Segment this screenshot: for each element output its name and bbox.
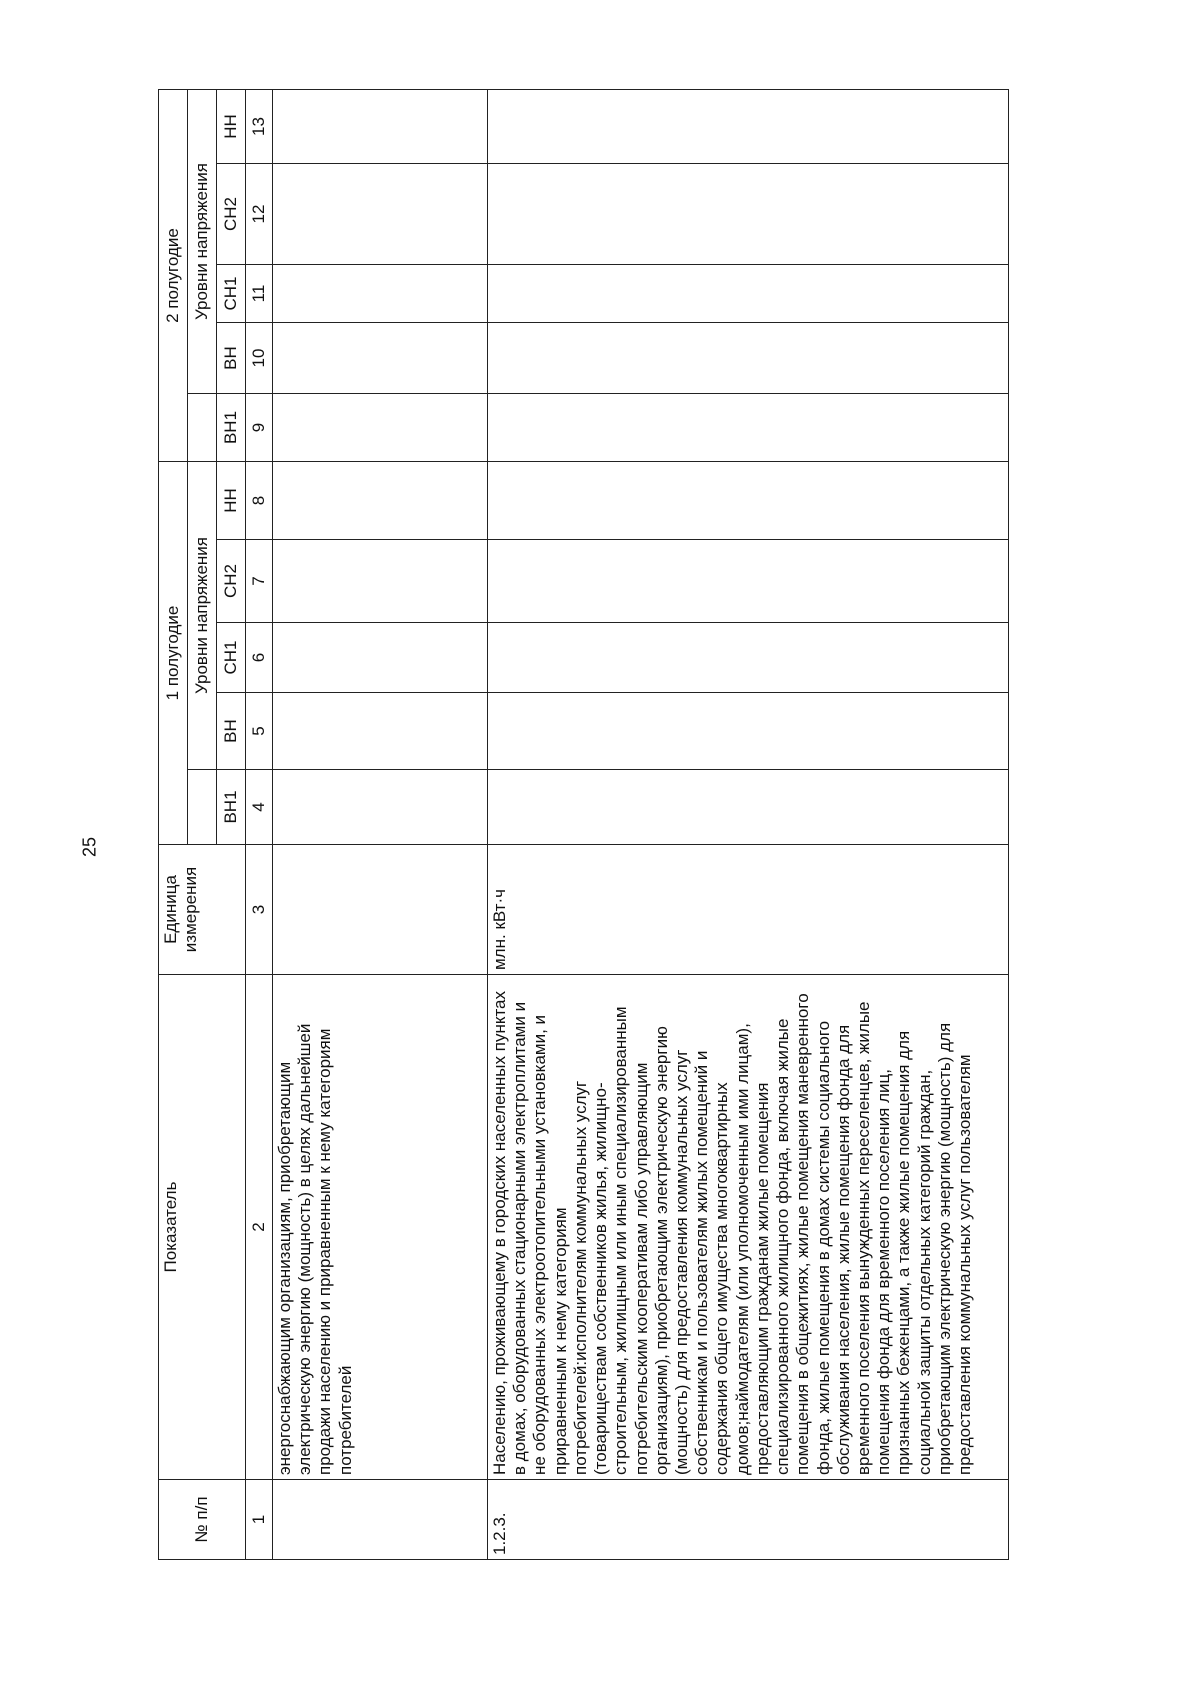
row-no	[273, 1480, 488, 1560]
value-cell	[488, 693, 1009, 770]
header-unit: Единица измерения	[159, 845, 246, 975]
value-cell	[488, 323, 1009, 394]
column-number: 4	[246, 770, 273, 845]
header-half1: 1 полугодие	[159, 462, 188, 845]
header-indicator: Показатель	[159, 975, 246, 1480]
level-cell: НН	[217, 90, 246, 164]
header-no: № п/п	[159, 1480, 246, 1560]
tariff-table	[158, 89, 1009, 1560]
level-cell: ВН1	[217, 770, 246, 845]
rotated-table	[158, 90, 1158, 1560]
column-number: 6	[246, 623, 273, 693]
row-no: 1.2.3.	[488, 1480, 1009, 1560]
value-cell	[273, 693, 488, 770]
table-row	[273, 90, 488, 1560]
level-cell: СН2	[217, 164, 246, 265]
column-number: 9	[246, 394, 273, 462]
value-cell	[488, 623, 1009, 693]
value-cell	[273, 394, 488, 462]
value-cell	[273, 770, 488, 845]
column-number: 13	[246, 90, 273, 164]
column-number: 11	[246, 265, 273, 323]
level-cell: ВН	[217, 693, 246, 770]
column-number: 10	[246, 323, 273, 394]
header-row-1	[159, 90, 188, 1560]
table-container	[158, 90, 1158, 1560]
column-number: 8	[246, 462, 273, 540]
header-blank-1	[188, 770, 217, 845]
value-cell	[273, 623, 488, 693]
value-cell	[273, 265, 488, 323]
value-cell	[488, 164, 1009, 265]
value-cell	[488, 265, 1009, 323]
column-number: 1	[246, 1480, 273, 1560]
header-voltage-2: Уровни напряжения	[188, 90, 217, 394]
level-cell: ВН	[217, 323, 246, 394]
row-unit	[273, 845, 488, 975]
page-number: 25	[79, 836, 100, 858]
value-cell	[488, 90, 1009, 164]
header-voltage-1: Уровни напряжения	[188, 462, 217, 770]
column-numbers-row	[246, 90, 273, 1560]
table-row	[488, 90, 1009, 1560]
header-half2: 2 полугодие	[159, 90, 188, 462]
value-cell	[273, 323, 488, 394]
column-number: 12	[246, 164, 273, 265]
level-cell: НН	[217, 462, 246, 540]
level-cell: СН1	[217, 623, 246, 693]
row-unit: млн. кВт·ч	[488, 845, 1009, 975]
column-number: 5	[246, 693, 273, 770]
row-indicator: Населению, проживающему в городских населенных пунктах в домах, оборудованных стационарными электроплитами и не оборудованных электроотопительными установками, и приравненным к нему категориям потребителей:исполнителям коммунальных услуг (товариществам собственников жилья, жилищно-строительным, жилищным или иным специализированным потребительским кооперативам либо управляющим организациям), приобретающим электрическую энергию (мощность) для предоставления коммунальных услуг собственникам и пользователям жилых помещений и содержания общего имущества многоквартирных домов;наймодателям (или уполномоченным ими лицам), предоставляющим гражданам жилые помещения специализированного жилищного фонда, включая жилые помещения в общежитиях, жилые помещения маневренного фонда, жилые помещения в домах системы социального обслуживания населения, жилые помещения фонда для временного поселения вынужденных переселенцев, жилые помещения фонда для временного поселения лиц, признанных беженцами, а также жилые помещения для социальной защиты отдельных категорий граждан, приобретающим электрическую энергию (мощность) для предоставления коммунальных услуг пользователям	[488, 975, 1009, 1480]
value-cell	[488, 770, 1009, 845]
row-indicator: энергоснабжающим организациям, приобретающим электрическую энергию (мощность) в целях дальнейшей продажи населению и приравненным к нему категориям потребителей	[273, 975, 488, 1480]
level-cell: СН1	[217, 265, 246, 323]
value-cell	[273, 462, 488, 540]
value-cell	[273, 540, 488, 623]
column-number: 7	[246, 540, 273, 623]
value-cell	[488, 462, 1009, 540]
value-cell	[273, 164, 488, 265]
column-number: 2	[246, 975, 273, 1480]
level-cell: СН2	[217, 540, 246, 623]
level-cell: ВН1	[217, 394, 246, 462]
value-cell	[488, 394, 1009, 462]
column-number: 3	[246, 845, 273, 975]
value-cell	[273, 90, 488, 164]
value-cell	[488, 540, 1009, 623]
header-blank-2	[188, 394, 217, 462]
